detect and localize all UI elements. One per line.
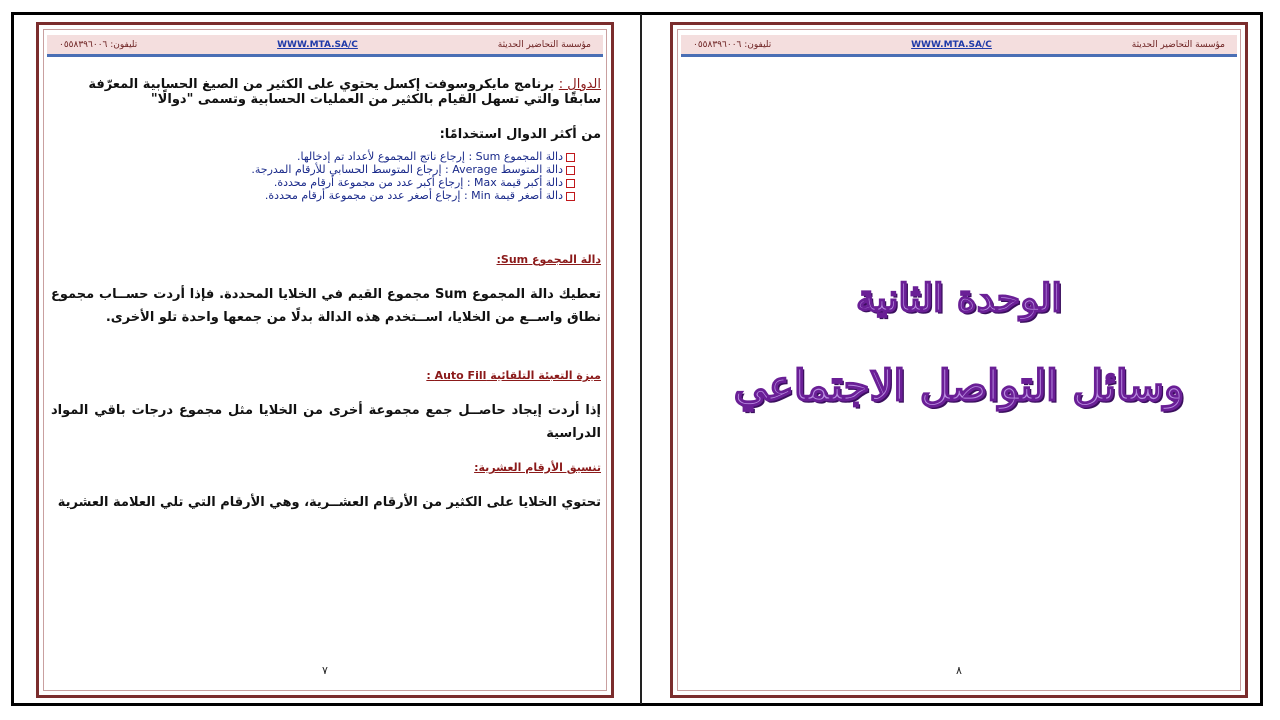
left-page <box>36 22 614 698</box>
page-number: ٧ <box>322 664 328 677</box>
checkbox-bullet-icon <box>566 153 575 162</box>
section-heading-decimals: تنسيق الأرقام العشرية: <box>474 461 601 474</box>
checkbox-bullet-icon <box>566 192 575 201</box>
section-body-decimals: تحتوي الخلايا على الكثير من الأرقام العشــرية، وهي الأرقام التي تلي العلامة العشرية <box>57 495 601 510</box>
unit-title: الوحدة الثانية <box>856 275 1062 320</box>
header-phone: تليفون: ٠٥٥٨٣٩٦٠٠٦ <box>59 39 138 50</box>
page-number: ٨ <box>956 664 962 677</box>
section-heading-sum: دالة المجموع Sum: <box>496 253 601 266</box>
section-heading-autofill: ميزة التعبئة التلقائية Auto Fill : <box>426 369 601 382</box>
page-divider <box>640 14 642 704</box>
header-website-link[interactable]: WWW.MTA.SA/C <box>911 39 992 50</box>
header-website-link[interactable]: WWW.MTA.SA/C <box>277 39 358 50</box>
function-text: دالة المتوسط Average : إرجاع المتوسط الحسابي للأرقام المدرجة. <box>251 163 563 176</box>
checkbox-bullet-icon <box>566 166 575 175</box>
functions-list <box>51 150 601 202</box>
intro-paragraph <box>51 77 601 107</box>
list-item <box>51 150 575 163</box>
common-functions-title: من أكثر الدوال استخدامًا: <box>439 127 601 142</box>
page-content <box>51 71 601 665</box>
checkbox-bullet-icon <box>566 179 575 188</box>
header-phone: تليفون: ٠٥٥٨٣٩٦٠٠٦ <box>693 39 772 50</box>
section-body-sum: تعطيك دالة المجموع Sum مجموع القيم في الخلايا المحددة. فإذا أردت حســاب مجموع نطاق واســع من الخلايا، اســتخدم هذه الدالة بدلًا من جمعها واحدة تلو الأخرى. <box>51 287 601 325</box>
section-body-autofill: إذا أردت إيجاد حاصــل جمع مجموعة أخرى من الخلايا مثل مجموع درجات باقي المواد الدراسية <box>51 403 601 441</box>
function-text: دالة أكبر قيمة Max : إرجاع أكبر عدد من مجموعة أرقام محددة. <box>273 176 563 189</box>
unit-subtitle: وسائل التواصل الاجتماعي <box>733 361 1185 410</box>
right-page <box>670 22 1248 698</box>
header-organization: مؤسسة التحاضير الحديثة <box>497 39 591 50</box>
list-item <box>51 189 575 202</box>
intro-text: برنامج مايكروسوفت إكسل يحتوي على الكثير من الصيغ الحسابية المعرّفة سابقًا والتي تسهل القيام بالكثير من العمليات الحسابية وتسمى "دوالًا" <box>88 77 601 107</box>
function-text: دالة المجموع Sum : إرجاع ناتج المجموع لأعداد تم إدخالها. <box>297 150 563 163</box>
page-header <box>47 35 603 57</box>
list-item <box>51 163 575 176</box>
list-item <box>51 176 575 189</box>
intro-label: الدوال : <box>558 77 601 92</box>
page-header <box>681 35 1237 57</box>
header-organization: مؤسسة التحاضير الحديثة <box>1131 39 1225 50</box>
function-text: دالة أصغر قيمة Min : إرجاع أصغر عدد من مجموعة أرقام محددة. <box>264 189 563 202</box>
